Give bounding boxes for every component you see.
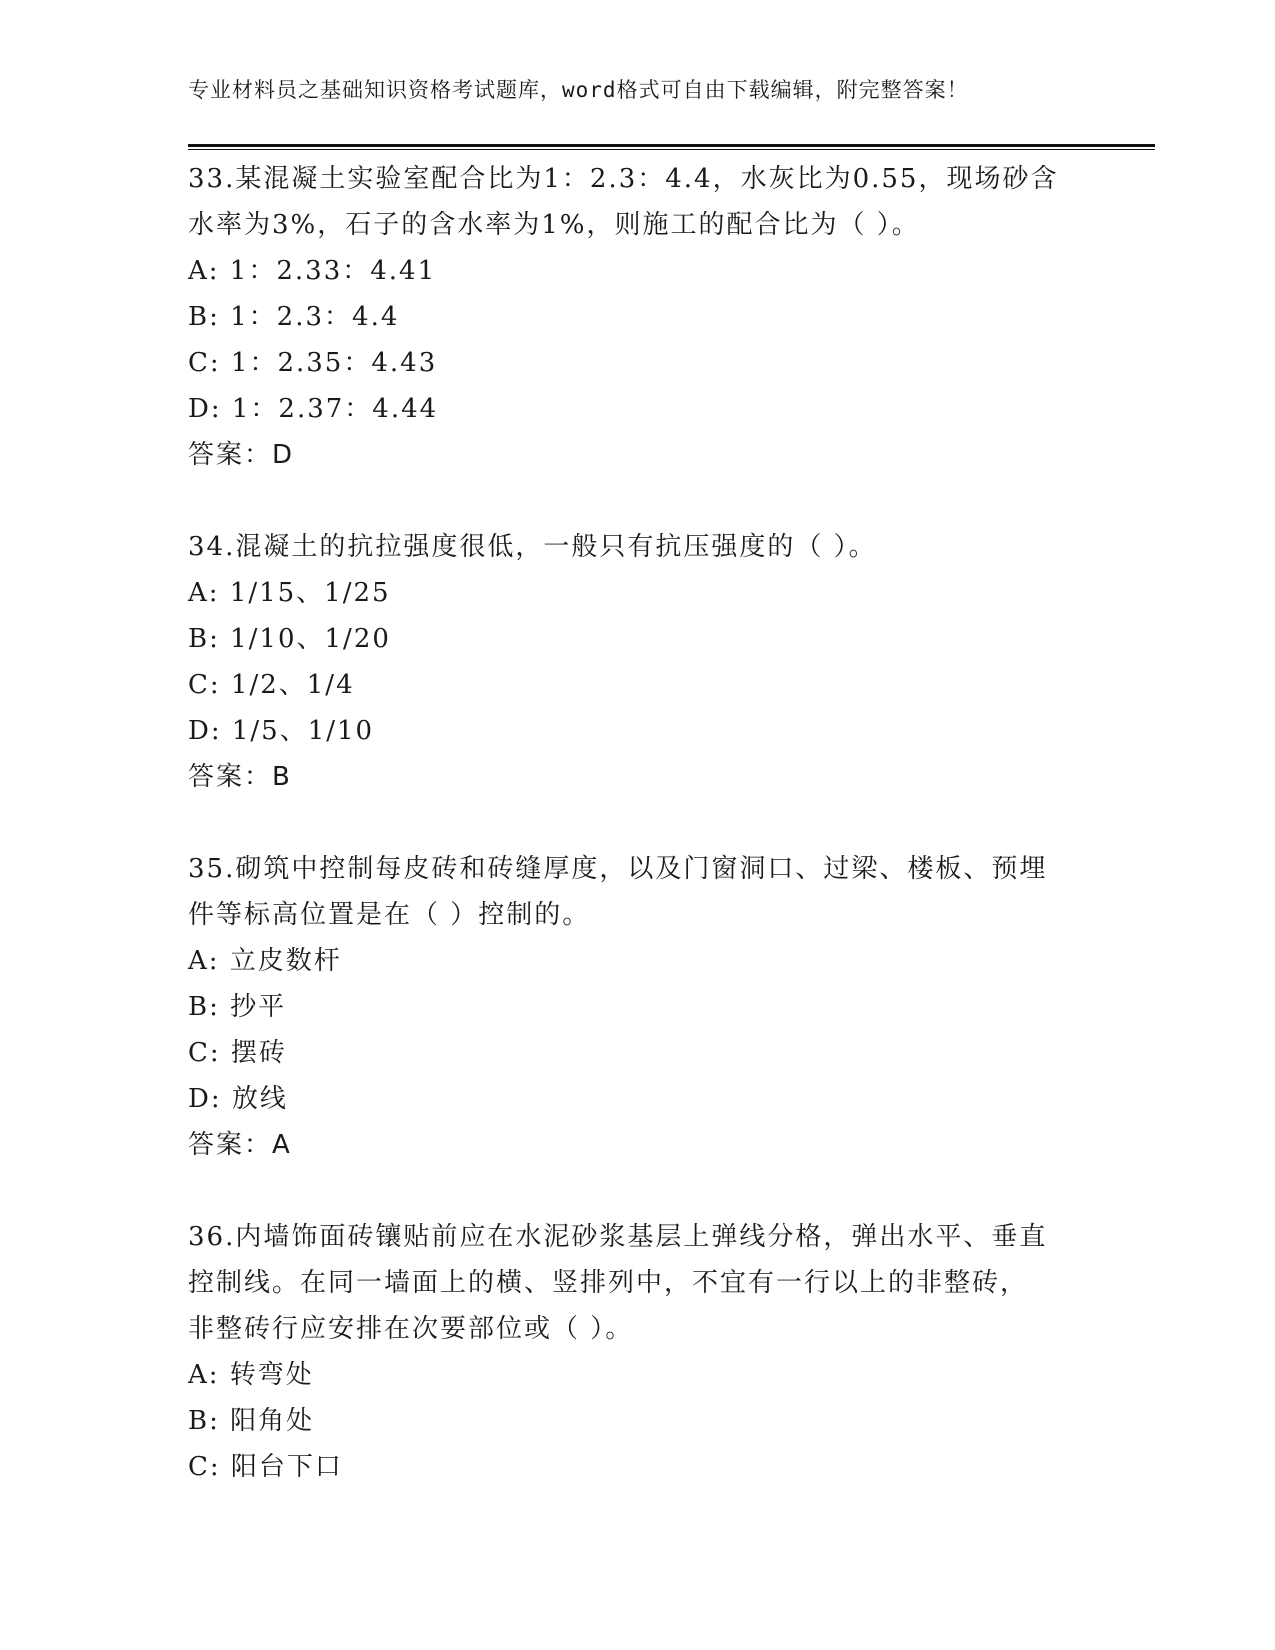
question-36: [188, 1214, 1088, 1490]
option-c: C: 阳台下口: [188, 1452, 343, 1482]
answer: 答案：A: [188, 1130, 292, 1160]
question-stem-line: 35.砌筑中控制每皮砖和砖缝厚度，以及门窗洞口、过梁、楼板、预埋: [188, 854, 1048, 884]
option-c: C: 1：2.35：4.43: [188, 348, 438, 378]
option-a: A: 1：2.33：4.41: [188, 256, 437, 286]
option-b: B: 1/10、1/20: [188, 624, 391, 654]
answer: 答案：D: [188, 440, 295, 470]
option-a: A: 立皮数杆: [188, 946, 342, 976]
question-stem-line: 34.混凝土的抗拉强度很低，一般只有抗压强度的（ ）。: [188, 532, 877, 562]
question-33: [188, 156, 1088, 478]
question-list: [188, 156, 1088, 1490]
question-stem-line: 36.内墙饰面砖镶贴前应在水泥砂浆基层上弹线分格，弹出水平、垂直: [188, 1222, 1048, 1252]
option-d: D: 放线: [188, 1084, 288, 1114]
option-a: A: 转弯处: [188, 1360, 314, 1390]
question-stem-line: 水率为3%，石子的含水率为1%，则施工的配合比为（ ）。: [188, 210, 920, 240]
question-spacer: [188, 800, 1088, 846]
question-stem-line: 控制线。在同一墙面上的横、竖排列中，不宜有一行以上的非整砖，: [188, 1268, 1029, 1298]
option-b: B: 1：2.3：4.4: [188, 302, 400, 332]
question-35: [188, 846, 1088, 1168]
option-b: B: 阳角处: [188, 1406, 315, 1436]
question-stem-line: 件等标高位置是在（ ）控制的。: [188, 900, 591, 930]
question-stem-line: 33.某混凝土实验室配合比为1：2.3：4.4，水灰比为0.55，现场砂含: [188, 164, 1059, 194]
option-d: D: 1：2.37：4.44: [188, 394, 439, 424]
header-rule-thin: [188, 149, 1155, 150]
question-spacer: [188, 1168, 1088, 1214]
option-c: C: 摆砖: [188, 1038, 287, 1068]
header-rule-thick: [188, 144, 1155, 147]
question-stem-line: 非整砖行应安排在次要部位或（ ）。: [188, 1314, 634, 1344]
option-c: C: 1/2、1/4: [188, 670, 355, 700]
option-b: B: 抄平: [188, 992, 287, 1022]
question-34: [188, 524, 1088, 800]
option-d: D: 1/5、1/10: [188, 716, 375, 746]
question-spacer: [188, 478, 1088, 524]
answer: 答案：B: [188, 762, 292, 792]
document-header: 专业材料员之基础知识资格考试题库，word格式可自由下载编辑，附完整答案！: [188, 78, 969, 102]
option-a: A: 1/15、1/25: [188, 578, 391, 608]
